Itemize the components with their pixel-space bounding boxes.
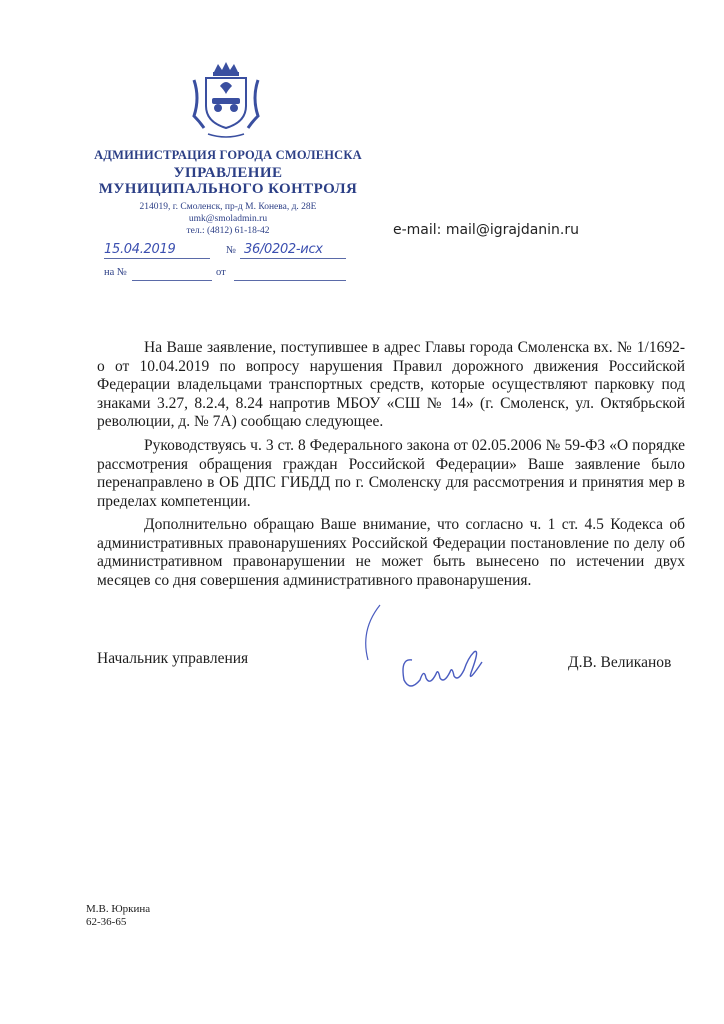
signer-name: Д.В. Великанов — [568, 654, 672, 671]
executor-name: М.В. Юркина — [86, 903, 151, 915]
department-address: 214019, г. Смоленск, пр-д М. Конева, д. 28Е — [139, 202, 317, 212]
signer-title: Начальник управления — [97, 650, 249, 667]
number-underline — [240, 258, 346, 259]
reference-registration — [104, 267, 354, 285]
department-name-line2: МУНИЦИПАЛЬНОГО КОНТРОЛЯ — [98, 181, 358, 197]
reference-label: на № — [104, 267, 127, 278]
reference-underline — [132, 280, 212, 281]
executor-phone: 62-36-65 — [86, 916, 127, 928]
body-paragraph-2: Руководствуясь ч. 3 ст. 8 Федерального закона от 02.05.2006 № 59-ФЗ «О порядке рассмотрения обращения граждан Российской Федерации» Ваше заявление было перенаправлено в ОБ ДПС ГИБДД по г. Смоленску для рассмотрения и принятия мер в пределах компетенции. — [97, 437, 685, 510]
department-phone: тел.: (4812) 61-18-42 — [186, 226, 270, 236]
from-underline — [234, 280, 346, 281]
from-label: от — [216, 267, 226, 278]
coat-of-arms-icon — [184, 58, 268, 142]
organization-name: АДМИНИСТРАЦИЯ ГОРОДА СМОЛЕНСКА — [94, 148, 362, 162]
date-underline — [104, 258, 210, 259]
outgoing-registration — [104, 242, 354, 260]
department-email: umk@smoladmin.ru — [188, 214, 268, 224]
number-label: № — [226, 245, 237, 256]
handwritten-signature — [340, 600, 500, 700]
department-name-line1: УПРАВЛЕНИЕ — [173, 165, 283, 181]
body-paragraph-3: Дополнительно обращаю Ваше внимание, что согласно ч. 1 ст. 4.5 Кодекса об административных правонарушениях Российской Федерации постановление по делу об административном правонарушении не может быть вынесено по истечении двух месяцев со дня совершения административного правонарушения. — [97, 516, 685, 589]
body-paragraph-1: На Ваше заявление, поступившее в адрес Главы города Смоленска вх. № 1/1692-о от 10.04.2019 по вопросу нарушения Правил дорожного движения Российской Федерации владельцами транспортных средств, которые осуществляют парковку под знаками 3.27, 8.2.4, 8.24 напротив МБОУ «СШ № 14» (г. Смоленск, ул. Октябрьской революции, д. № 7А) сообщаю следующее. — [97, 339, 685, 430]
registration-date: 15.04.2019 — [104, 242, 176, 257]
recipient-email: e-mail: mail@igrajdanin.ru — [393, 222, 580, 238]
registration-number: 36/0202-исх — [244, 242, 323, 257]
